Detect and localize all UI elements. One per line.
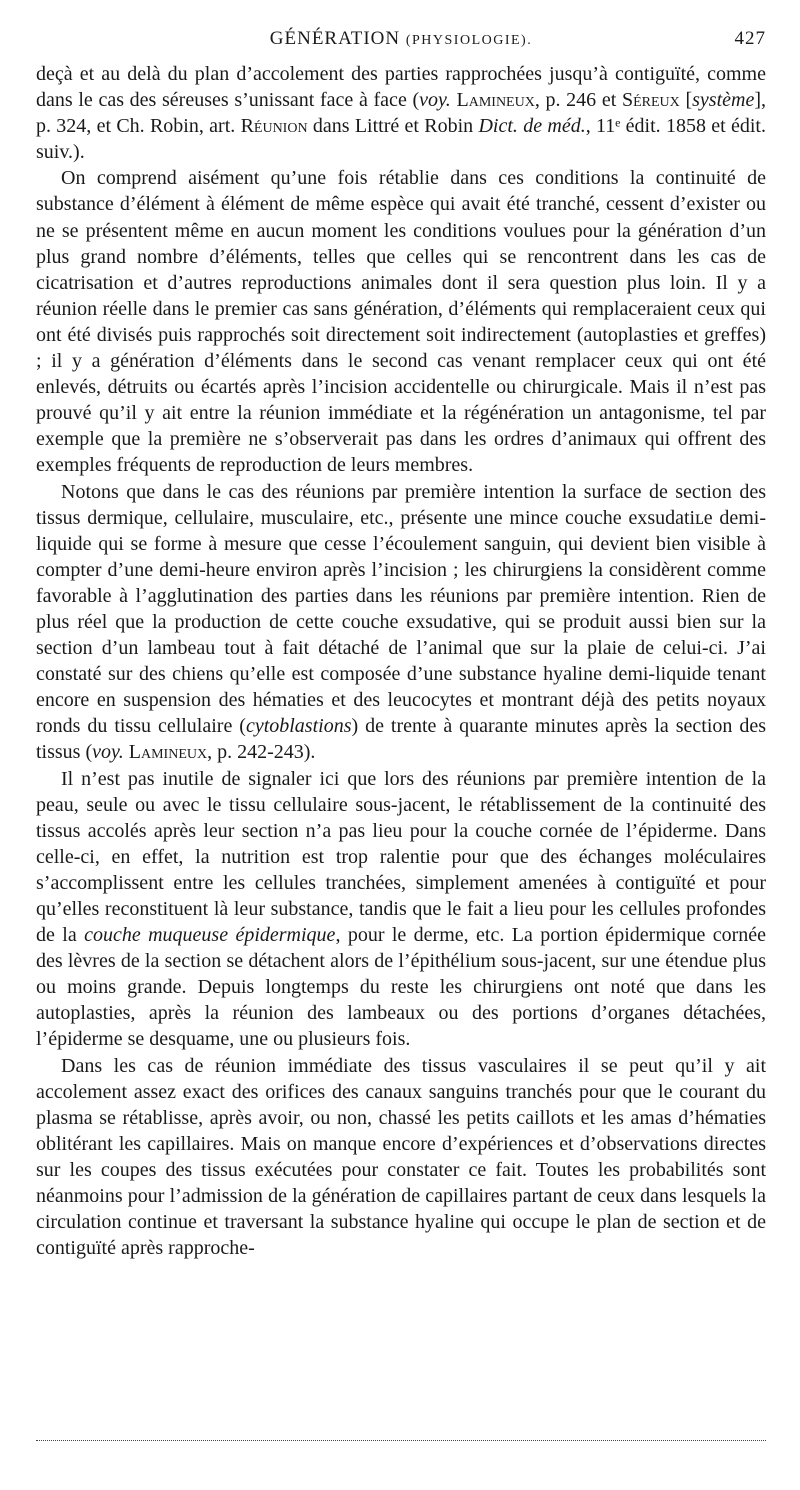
running-header (36, 28, 766, 58)
text-run: Il n’est pas inutile de signaler ici que lors des réunions par première intention de la peau, seule ou avec le tissu cellulaire sous-jacent, le rétablissement de la continuité des tissus accolés après leur section n’a pas lieu pour la couche cornée de l’épiderme. Dans celle-ci, en effet, la nutrition est trop ralentie pour que des échanges moléculaires s’accomplissent entre les cellules tranchées, simplement amenées à contiguïté et pour qu’elles reconstituent là leur substance, tandis que le fait a lieu pour les cellules profondes de la (36, 767, 766, 947)
small-caps-text: Séreux (621, 89, 680, 112)
text-run: [ (679, 89, 693, 112)
italic-text: couche muqueuse épidermique (84, 924, 336, 947)
italic-text: système (692, 89, 755, 112)
text-run: On comprend aisément qu’une fois rétablie dans ces conditions la continuité de substance d’élément à élément de même espèce qui avait été tranché, cessent d’exister ou ne se présentent même en aucun moment les conditions voulues pour la génération d’un plus grand nombre d’éléments, telles que celles qui se rencontrent dans les cas de cicatrisation et d’autres reproductions animales dont il sera question plus loin. Il y a réunion réelle dans le premier cas sans génération, d’éléments qui remplaceraient ceux qui ont été divisés puis rapprochés soit directement soit indirectement (autoplasties et greffes) ; il y a génération d’éléments dans le second cas venant remplacer ceux qui ont été enlevés, détruits ou écartés après l’incision accidentelle ou chirurgicale. Mais il n’est pas prouvé qu’il y ait entre la réunion immédiate et la régénération un antagonisme, tel par exemple que la première ne s’observerait pas dans les ordres d’animaux qui offrent des exemples fréquents de reproduction de leurs membres. (36, 167, 766, 477)
small-caps-text: Lamineux (456, 89, 535, 112)
small-caps-text: Lamineux (128, 741, 208, 764)
paragraph (36, 766, 766, 1053)
text-run: Notons que dans le cas des réunions par première intention la surface de section des tissus dermique, cellulaire, musculaire, etc., présente une mince couche exsudatiʟe demi-liquide qui se forme à mesure que cesse l’écoulement sanguin, qui devient bien visible à compter d’une demi-heure environ après l’incision ; les chirurgiens la considèrent comme favorable à l’agglutination des parties dans les réunions par première intention. Rien de plus réel que la production de cette couche exsudative, qui se produit aussi bien sur la section d’un lambeau tout à fait détaché de l’animal que sur la plaie de celui-ci. J’ai constaté sur des chiens qu’elle est composée d’une substance hyaline demi-liquide tenant encore en suspension des hématies et des leucocytes et montrant déjà des petits noyaux ronds du tissu cellulaire ( (36, 480, 766, 738)
text-run: , p. 242-243). (207, 741, 316, 764)
italic-text: voy. (419, 89, 451, 112)
running-title (36, 28, 766, 50)
text-run: deçà et au delà du plan d’accolement des parties rapprochées jusqu’à contiguïté, comme dans le cas des séreuses s’unissant face à face ( (36, 63, 766, 112)
body-text (36, 61, 766, 1261)
page-number: 427 (734, 28, 766, 49)
text-run: , pour le derme, etc. La portion épidermique cornée des lèvres de la section se détachent alors de l’épithélium sous-jacent, sur une étendue plus ou moins grande. Depuis longtemps du reste les chirurgiens ont noté que dans les autoplasties, après la réunion des lambeaux ou des portions d’organes détachées, l’épiderme se desquame, une ou plusieurs fois. (36, 924, 766, 1051)
footer-dotted-rule (36, 1440, 766, 1441)
small-caps-text: Réunion (240, 115, 308, 138)
paragraph (36, 165, 766, 478)
italic-text: Dict. de méd. (478, 115, 586, 138)
paragraph (36, 479, 766, 766)
text-run: , p. 246 et (534, 89, 622, 112)
italic-text: voy. (92, 741, 124, 764)
text-run: Dans les cas de réunion immédiate des tissus vasculaires il se peut qu’il y ait accolement assez exact des orifices des canaux sanguins tranchés pour que le courant du plasma se rétablisse, après avoir, ou non, chassé les petits caillots et les amas d’hématies oblitérant les capillaires. Mais on manque encore d’expériences et d’observations directes sur les coupes des tissus exécutées pour constater ce fait. Toutes les probabilités sont néanmoins pour l’admission de la génération de capillaires partant de ceux dans lesquels la circulation continue et traversant la substance hyaline qui occupe le plan de section et de contiguïté après rapproche- (36, 1054, 766, 1260)
text-run: dans Littré et Robin (307, 115, 479, 138)
running-title-main: GÉNÉRATION (269, 28, 401, 49)
text-run: ) de trente à quarante minutes après la section des tissus ( (36, 715, 766, 764)
paragraph (36, 61, 766, 165)
italic-text: cytoblastions (245, 715, 352, 738)
paragraph (36, 1053, 766, 1262)
text-run: ], p. 324, et Ch. Robin, art. (36, 89, 766, 138)
running-title-subtitle: (PHYSIOLOGIE). (405, 33, 533, 48)
text-run: , 11ᵉ édit. 1858 et édit. suiv.). (36, 115, 766, 164)
page (36, 28, 766, 1261)
